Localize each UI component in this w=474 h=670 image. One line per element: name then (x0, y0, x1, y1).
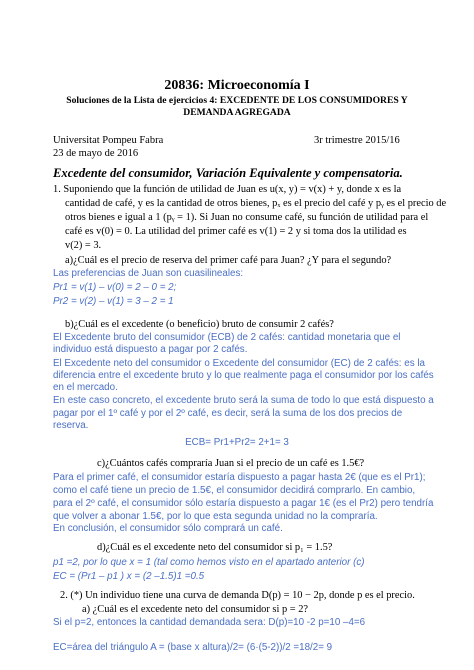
q1-statement-line: cantidad de café, y es la cantidad de otros bienes, pₓ es el precio del café y pᵧ es el precio de (65, 198, 447, 209)
q1b-answer-line: El Excedente bruto del consumidor (ECB) de 2 cafés: cantidad monetaria que el (53, 332, 401, 343)
institution: Universitat Pompeu Fabra (53, 135, 164, 146)
q1a-question: a)¿Cuál es el precio de reserva del primer café para Juan? ¿Y para el segundo? (65, 255, 392, 266)
q1b-question: b)¿Cuál es el excedente (o beneficio) bruto de consumir 2 cafés? (65, 319, 334, 330)
q1c-answer-line: como el café tiene un precio de 1.5€, el consumidor decidirá comprarlo. En cambio, (53, 485, 416, 496)
document-title: 20836: Microeconomía I (164, 78, 310, 93)
q1c-answer-line: Para el primer café, el consumidor estaría dispuesto a pagar hasta 2€ (que es el Pr1); (53, 472, 426, 483)
q1-statement-line: otros bienes e igual a 1 (pᵧ = 1). Si Juan no consume café, su función de utilidad para el (65, 212, 429, 223)
q1c-answer-line: para el 2º café, el consumidor sólo estaría dispuesto a pagar 1€ (es el Pr2) pero tendría (53, 498, 434, 509)
q1d-answer-line: p1 =2, por lo que x = 1 (tal como hemos visto en el apartado anterior (c) (53, 557, 365, 568)
q1b-answer-line: pagar por el 1º café y por el 2º café, es decir, será la suma de los dos precios de (53, 408, 403, 419)
q1c-answer-line: En conclusión, el consumidor sólo comprará un café. (53, 523, 283, 534)
document-date: 23 de mayo de 2016 (53, 148, 139, 159)
q1-statement-line: v(2) = 3. (65, 240, 102, 251)
q1b-formula: ECB= Pr1+Pr2= 2+1= 3 (185, 437, 289, 448)
q2a-answer: Si el p=2, entonces la cantidad demandada sera: D(p)=10 -2 p=10 –4=6 (53, 617, 366, 628)
q1b-answer-line: individuo está dispuesto a pagar por 2 cafés. (53, 344, 248, 355)
document-subtitle-line2: DEMANDA AGREGADA (183, 107, 291, 118)
section-title: Excedente del consumidor, Variación Equivalente y compensatoria. (53, 166, 403, 180)
q1-statement-line: café es v(0) = 0. La utilidad del primer café es v(1) = 2 y si toma dos la utilidad es (65, 226, 407, 237)
q1b-answer-line: en el mercado. (53, 382, 118, 393)
q1a-answer-line: Pr2 = v(2) – v(1) = 3 – 2 = 1 (53, 296, 174, 307)
q2-statement: 2. (*) Un individuo tiene una curva de demanda D(p) = 10 − 2p, donde p es el precio. (60, 590, 415, 601)
q1b-answer-line: reserva. (53, 420, 89, 431)
q1b-answer-line: En este caso concreto, el excedente bruto será la suma de todo lo que está dispuesto a (53, 395, 434, 406)
q1d-answer-line: EC = (Pr1 – p1 ) x = (2 –1.5)1 =0.5 (53, 571, 205, 582)
q1a-answer-line: Las preferencias de Juan son cuasilineales: (53, 268, 244, 279)
q1b-answer-line: El Excedente neto del consumidor o Excedente del consumidor (EC) de 2 cafés: es la (53, 358, 425, 369)
q2a-question: a) ¿Cuál es el excedente neto del consumidor si p = 2? (82, 604, 309, 615)
q1b-answer-line: diferencia entre el excedente bruto y lo que realmente paga el consumidor por los cafés (53, 370, 434, 381)
term: 3r trimestre 2015/16 (314, 135, 400, 146)
q1a-answer-line: Pr1 = v(1) – v(0) = 2 – 0 = 2; (53, 282, 177, 293)
q1c-question: c)¿Cuántos cafés compraría Juan si el precio de un café es 1.5€? (97, 458, 365, 469)
q2a-formula: EC=área del triángulo A = (base x altura)/2= (6·(5-2))/2 =18/2= 9 (53, 642, 333, 653)
q1-statement-line: 1. Suponiendo que la función de utilidad de Juan es u(x, y) = v(x) + y, donde x es la (53, 184, 402, 195)
q1c-answer-line: que volver a abonar 1.5€, por lo que esta segunda unidad no la compraría. (53, 511, 378, 522)
document-subtitle-line1: Soluciones de la Lista de ejercicios 4: EXCEDENTE DE LOS CONSUMIDORES Y (66, 95, 408, 106)
q1d-question: d)¿Cuál es el excedente neto del consumidor si p₁ = 1.5? (97, 542, 333, 553)
